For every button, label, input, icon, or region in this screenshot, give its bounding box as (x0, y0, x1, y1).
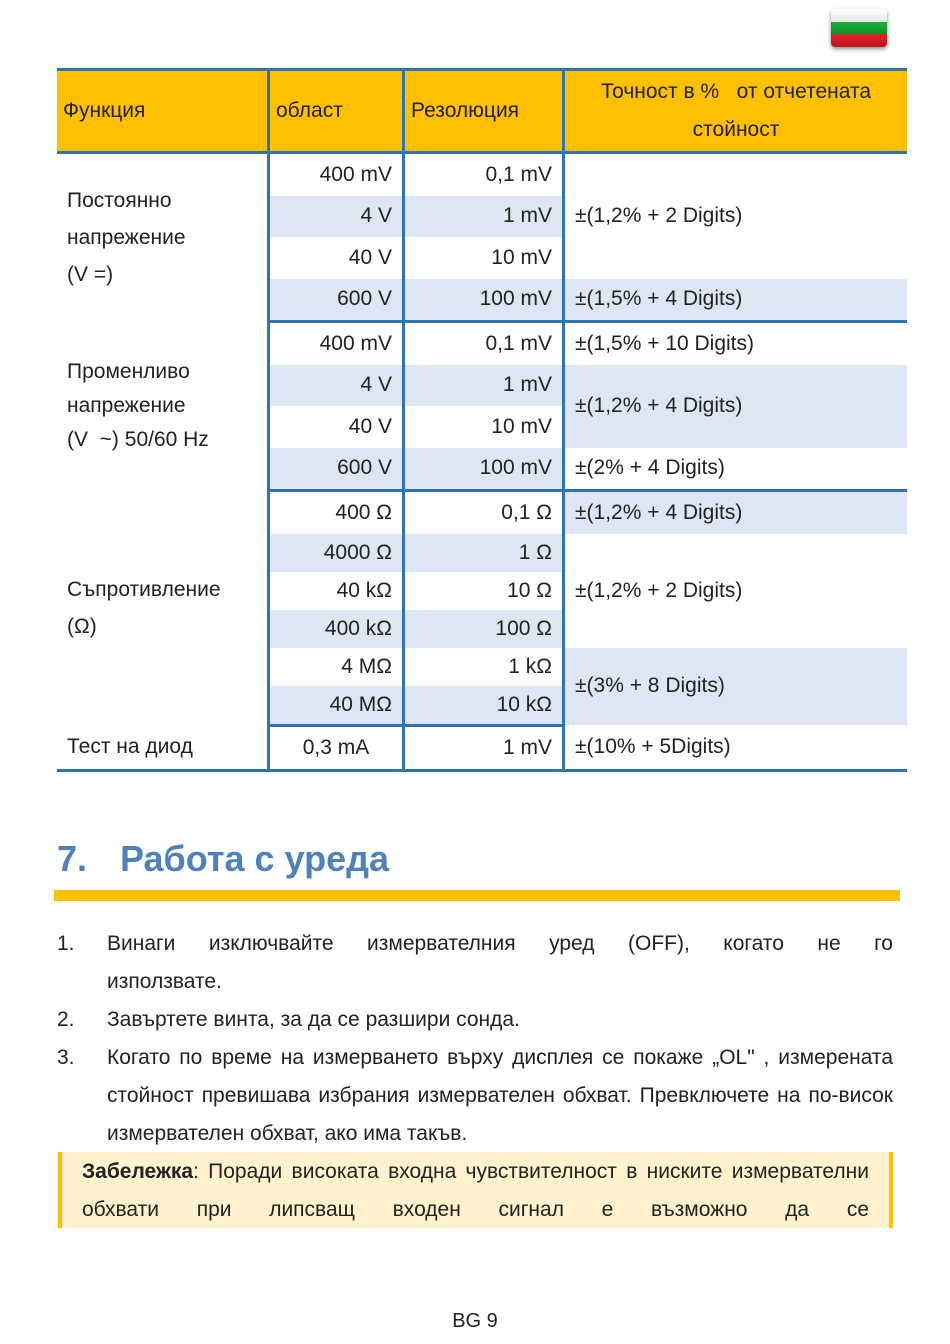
header-range: област (269, 70, 404, 153)
note-text: : Поради високата входна чувствителност в ниските измервателни обхвати при липсващ входен сигнал е възможно да се (82, 1160, 869, 1221)
section-number: 7. (57, 838, 88, 879)
table-row (57, 491, 907, 534)
page-number: BG 9 (452, 1310, 498, 1332)
instruction-list (57, 925, 893, 1153)
resolution-cell: 10 mV (404, 237, 564, 279)
section-divider (54, 890, 900, 901)
accuracy-cell: ±(1,2% + 4 Digits) (564, 491, 908, 534)
bulgaria-flag-icon (831, 9, 887, 47)
table-row (57, 153, 907, 196)
range-cell: 40 V (269, 406, 404, 448)
resolution-cell: 1 Ω (404, 534, 564, 572)
note-box (58, 1152, 893, 1228)
accuracy-cell: ±(2% + 4 Digits) (564, 448, 908, 491)
range-cell: 4000 Ω (269, 534, 404, 572)
list-item (57, 925, 893, 1001)
header-resolution: Резолюция (404, 70, 564, 153)
list-number: 3. (57, 1046, 75, 1069)
accuracy-cell: ±(1,5% + 4 Digits) (564, 279, 908, 322)
range-cell: 400 kΩ (269, 610, 404, 648)
section-heading (57, 838, 389, 880)
accuracy-cell: ±(1,2% + 2 Digits) (564, 534, 908, 648)
list-item-line: Винаги изключвайте измервателния уред (OFF), когато не го (107, 932, 893, 955)
range-cell: 4 V (269, 365, 404, 407)
accuracy-cell: ±(10% + 5Digits) (564, 725, 908, 770)
range-cell: 400 Ω (269, 491, 404, 534)
resolution-cell: 0,1 Ω (404, 491, 564, 534)
table-row (57, 322, 907, 365)
range-cell: 40 MΩ (269, 686, 404, 726)
header-function: Функция (57, 70, 269, 153)
resolution-cell: 0,1 mV (404, 153, 564, 196)
resolution-cell: 1 mV (404, 196, 564, 238)
resolution-cell: 0,1 mV (404, 322, 564, 365)
range-cell: 0,3 mA (269, 725, 404, 770)
table-header-row (57, 70, 907, 153)
range-cell: 4 MΩ (269, 648, 404, 686)
resolution-cell: 100 mV (404, 279, 564, 322)
range-cell: 400 mV (269, 153, 404, 196)
list-item (57, 1001, 893, 1039)
table-row (57, 725, 907, 770)
list-number: 2. (57, 1008, 75, 1031)
resolution-cell: 1 mV (404, 365, 564, 407)
list-item-text: Когато по време на измерването върху дисплея се покаже „OL" , измерената стойност превишава избрания измервателен обхват. Превключете на по-висок измервателен обхват, ако има такъв. (107, 1046, 893, 1145)
list-item (57, 1039, 893, 1153)
accuracy-cell: ±(3% + 8 Digits) (564, 648, 908, 726)
resolution-cell: 10 mV (404, 406, 564, 448)
range-cell: 40 kΩ (269, 572, 404, 610)
range-cell: 400 mV (269, 322, 404, 365)
list-item-text: Завъртете винта, за да се разшири сонда. (107, 1008, 520, 1031)
accuracy-cell: ±(1,2% + 2 Digits) (564, 153, 908, 279)
accuracy-cell: ±(1,5% + 10 Digits) (564, 322, 908, 365)
list-item-line: използвате. (107, 970, 222, 993)
section-title: Работа с уреда (120, 838, 389, 879)
range-cell: 600 V (269, 279, 404, 322)
resolution-cell: 1 mV (404, 725, 564, 770)
function-diode-test: Тест на диод (57, 725, 269, 770)
function-resistance: Съпротивление (Ω) (67, 577, 221, 638)
function-dc-voltage: Постоянно напрежение (V =) (67, 189, 186, 287)
note-label: Забележка (82, 1160, 194, 1183)
resolution-cell: 100 Ω (404, 610, 564, 648)
list-number: 1. (57, 932, 75, 955)
accuracy-cell: ±(1,2% + 4 Digits) (564, 365, 908, 448)
range-cell: 40 V (269, 237, 404, 279)
specifications-table (57, 68, 907, 772)
resolution-cell: 100 mV (404, 448, 564, 491)
resolution-cell: 1 kΩ (404, 648, 564, 686)
header-accuracy: Точност в % от отчетената стойност (564, 70, 908, 153)
resolution-cell: 10 Ω (404, 572, 564, 610)
resolution-cell: 10 kΩ (404, 686, 564, 726)
range-cell: 4 V (269, 196, 404, 238)
function-ac-voltage: Променливо напрежение (V ~) 50/60 Hz (67, 360, 209, 451)
range-cell: 600 V (269, 448, 404, 491)
